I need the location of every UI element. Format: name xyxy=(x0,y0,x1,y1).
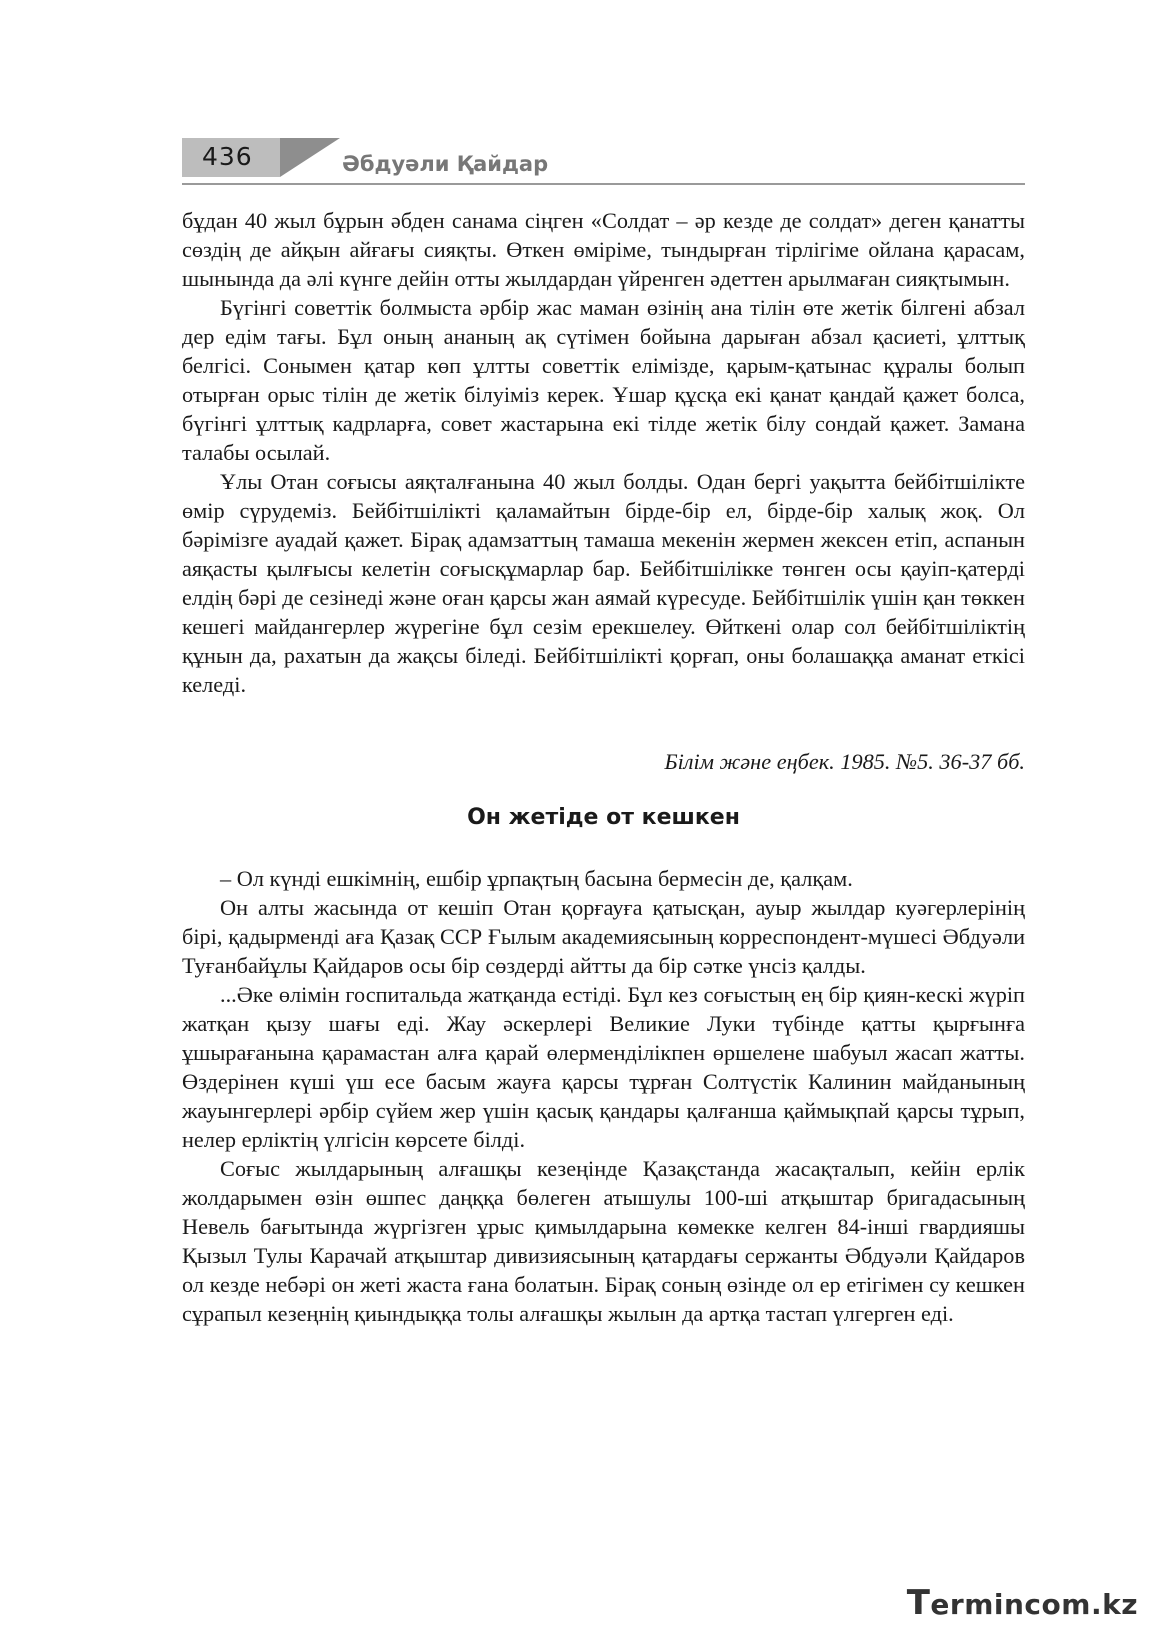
logo-text: ermincom.kz xyxy=(930,1588,1138,1621)
article-2-body xyxy=(182,864,1025,1328)
article-1-body xyxy=(182,206,1025,699)
page-tab-arrow xyxy=(280,138,340,177)
site-watermark-logo xyxy=(907,1583,1138,1623)
paragraph: Соғыс жылдарының алғашқы кезеңінде Қазақстанда жасақталып, кейін ерлік жолдарымен өзін өшпес даңққа бөлеген атышулы 100-ші атқыштар бригадасының Невель бағытында жүргізген ұрыс қимылдарына көмекке келген 84-інші гвардияшы Қызыл Тулы Карачай атқыштар дивизиясының қатардағы сержанты Әбдуәли Қайдаров ол кезде небәрі он жеті жаста ғана болатын. Бірақ соның өзінде ол ер етігімен су кешкен сұрапыл кезеңнің қиындыққа толы алғашқы жылын да артқа тастап үлгерген еді. xyxy=(182,1156,1025,1326)
paragraph: Он алты жасында от кешіп Отан қорғауға қатысқан, ауыр жылдар куәгерлерінің бірі, қадырменді аға Қазақ ССР Ғылым академиясының корреспондент-мүшесі Әбдуәли Туғанбайұлы Қайдаров осы бір сөздерді айтты да бір сәтке үнсіз қалды. xyxy=(182,895,1025,978)
page-number: 436 xyxy=(202,142,253,171)
page-header xyxy=(182,138,1025,186)
paragraph: ...Әке өлімін госпитальда жатқанда естіді. Бұл кез соғыстың ең бір қиян-кескі жүріп жатқан қызу шағы еді. Жау әскерлері Великие Луки түбінде қатты қырғынға ұшырағанына қарамастан алға қарай өлерменділікпен өршелене шабуыл жасап жатты. Өздерінен күші үш есе басым жауға қарсы тұрған Солтүстік Калинин майданының жауынгерлері әрбір сүйем жер үшін қасық қандары қалғанша қаймықпай қарсы тұрып, нелер ерліктің үлгісін көрсете білді. xyxy=(182,982,1025,1152)
section-title: Он жетіде от кешкен xyxy=(467,805,740,830)
paragraph: Ұлы Отан соғысы аяқталғанына 40 жыл болды. Одан бергі уақытта бейбітшілікте өмір сүрудеміз. Бейбітшілікті қаламайтын бірде-бір ел, бірде-бір халық жоқ. Ол бәрімізге ауадай қажет. Бірақ адамзаттың тамаша мекенін жермен жексен етіп, аспанын аяқасты қылғысы келетін соғысқұмарлар бар. Бейбітшілікке төнген осы қауіп-қатерді елдің бәрі де сезінеді және оған қарсы жан аямай күресуде. Бейбітшілік үшін қан төккен кешегі майдангерлер жүрегіне бұл сезім ерекшелеу. Өйткені олар сол бейбітшіліктің құнын да, рахатын да жақсы біледі. Бейбітшілікті қорғап, оны болашаққа аманат еткісі келеді. xyxy=(182,469,1025,697)
paragraph: бұдан 40 жыл бұрын әбден санама сіңген «Солдат – әр кезде де солдат» деген қанатты сөздің де айқын айғағы сияқты. Өткен өміріме, тындырған тірлігіме ойлана қарасам, шынында да әлі күнге дейін отты жылдардан үйренген әдеттен арылмаған сияқтымын. xyxy=(182,208,1025,291)
header-rule xyxy=(182,183,1025,185)
source-citation: Білім және еңбек. 1985. №5. 36-37 бб. xyxy=(664,749,1025,774)
paragraph: – Ол күнді ешкімнің, ешбір ұрпақтың басына бермесін де, қалқам. xyxy=(220,866,853,891)
logo-letter-t: T xyxy=(906,1583,931,1623)
paragraph: Бүгінгі советтік болмыста әрбір жас маман өзінің ана тілін өте жетік білгені абзал дер едім тағы. Бұл оның ананың ақ сүтімен бойына дарыған абзал қасиеті, ұлттық белгісі. Сонымен қатар көп ұлтты советтік елімізде, қарым-қатынас құралы болып отырған орыс тілін де жетік білуіміз керек. Ұшар құсқа екі қанат қандай қажет болса, бүгінгі ұлттық кадрларға, совет жастарына екі тілде жетік білу сондай қажет. Замана талабы осылай. xyxy=(182,295,1025,465)
running-title: Әбдуәли Қайдар xyxy=(342,152,549,176)
